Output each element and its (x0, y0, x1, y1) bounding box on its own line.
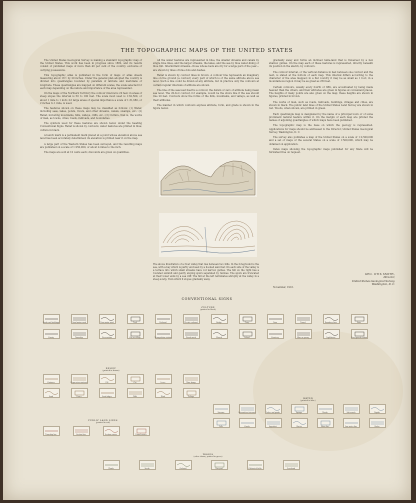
paragraph: The features shown on these maps may be classified as follows: (1) Water, including seas, lakes, ponds, rivers, and other streams, canals, swamps, etc.; (2) Relief, including mountains, hills, valleys, cliffs, etc.; (3) Culture, that is, the works of man, as towns, cities, roads, railroads, and boundaries. (40, 107, 142, 120)
sign-label-water: Lakes and ponds (266, 413, 280, 414)
page-title: THE TOPOGRAPHIC MAPS OF THE UNITED STATES (120, 48, 294, 54)
sign-label-public_land: Found corner (135, 435, 147, 436)
sign-label-public_land: Section corner (105, 435, 117, 436)
sign-label-culture: Roads and buildings (42, 323, 60, 324)
sign-label-water: Intermittent streams (238, 413, 256, 414)
map-sheet (3, 1, 411, 500)
figure-caption: The above illustration of a river valley that lies between two hills. In the foreground is the sea, with a bay which is partly enclosed by a hooked sand bar. On each side of the valley is a terrace into which small streams have cut narrow gullies. The hill on the right has a rounded summit and gently sloping spurs separated by ravines. The spurs are truncated at their lower ends by a sea cliff. The hill at the left terminates abruptly at the valley in a steep scarp, from which it slopes gradually away. (153, 263, 259, 281)
middle-text-column (153, 59, 259, 113)
sign-label-culture: School (244, 338, 250, 339)
sign-label-water: Springs (295, 413, 303, 414)
sign-label-water: Rocks (374, 427, 380, 428)
sign-label-culture: Triangulation station (154, 338, 172, 339)
sign-label-culture: Boundary lines (324, 323, 338, 324)
section-woods-label: WOODS (202, 453, 214, 456)
sign-label-relief: Wash (160, 397, 166, 398)
sign-label-woods: Grassland (286, 469, 296, 470)
sign-label-culture: Trail (133, 323, 137, 324)
sign-label-water: Aqueduct (269, 427, 277, 428)
director-title: Director, (383, 276, 395, 280)
paragraph: gradually away and forms an inclined table-land that is traversed by a few shallow gullies. On the map each of these features is represented, directly beneath its position in the sketch, by contours. (269, 59, 373, 69)
paragraph: Relief is shown by contour lines in brown. A contour line represents an imaginary line on the ground (a contour) every part of which is of the same altitude above sea level. Such a line could be drawn at any altitude, but in practice only the contours at certain regular intervals of altitude are shown. (153, 74, 259, 87)
sign-label-relief: Mine dump (186, 383, 196, 384)
section-water-sub: (printed in blue) (300, 400, 316, 402)
paragraph: A large part of the Western States has been surveyed, and the resulting maps are published on a scale of 1:250,000, or about 4 miles to the inch. (40, 142, 142, 149)
sign-label-water: Glacier (296, 427, 302, 428)
sign-label-culture: State (356, 323, 362, 324)
sign-label-culture: Bench mark (186, 338, 196, 339)
section-public-land-sub: (printed in red) (95, 422, 111, 424)
sign-label-woods: Woods (108, 469, 114, 470)
sign-label-culture: Dam (273, 323, 277, 324)
sign-label-culture: Good motor road (72, 323, 86, 324)
sign-label-culture: Lighthouse (326, 338, 336, 339)
section-relief-label: RELIEF (105, 367, 117, 370)
sign-label-relief: Fill (105, 383, 109, 384)
signature-block (303, 273, 395, 287)
sign-label-woods: Scrub (144, 469, 150, 470)
conventional-signs-title: CONVENTIONAL SIGNS (181, 297, 233, 301)
section-public-land-label: PUBLIC LAND LINES (88, 419, 118, 422)
signature-place: Washington, D. C. (371, 283, 395, 287)
paragraph: The United States Geological Survey is making a standard topographic map of the United States. This work has been in progress since 1882, and its results consist of published maps of more than 40 per cent of the country, exclusive of outlying possessions. (40, 59, 142, 72)
section-water-label: WATER (303, 397, 313, 400)
contour-map-drawing (159, 213, 257, 257)
sign-label-relief: Sand ridges (102, 397, 112, 398)
contour-map-figure (159, 213, 257, 257)
sign-label-water: Salt marsh (346, 413, 356, 414)
paragraph: A bench mark is a permanent mark placed at a point whose elevation above sea level has been accurately determined; its elevation is printed near it on the map. (40, 134, 142, 141)
sign-label-relief: Sand (48, 397, 54, 398)
director-name: GEO. OTIS SMITH, (364, 273, 395, 276)
sign-label-culture: Coast guard station (351, 338, 367, 339)
section-culture-sub: (printed in black) (200, 309, 216, 311)
paragraph: The symbols used for these features are shown below under the heading Conventional Signs. Relief is shown by contours; water features are printed in blue; culture in black. (40, 122, 142, 132)
section-woods-sub: (when shown, printed in green) (193, 456, 223, 458)
sign-label-culture: Reservation (102, 338, 112, 339)
sign-label-water: Rapids (374, 413, 380, 414)
sign-label-culture: Township (75, 338, 83, 339)
paragraph: The contour interval, or the vertical distance in feet between one contour and the next, is stated at the bottom of each map. This interval differs according to the character of the area mapped; in a flat country it may be as small as 1 foot; in a mountainous region it may be as great as 250 feet. (269, 70, 373, 84)
paragraph: The works of man, such as roads, railroads, buildings, villages and cities, are shown in black. The public land lines of the United States Land Survey are shown in red. Woods, when shown, are printed in green. (269, 100, 373, 111)
sign-label-culture: Railroad (159, 323, 167, 324)
sign-label-culture: Church (216, 338, 222, 339)
sign-label-water: Low water line (344, 427, 358, 428)
sign-label-relief: Levee (160, 383, 166, 384)
paragraph: The survey also publishes a map of the United States on a scale of 1:2,500,000 and a set of maps of the several States on a scale of 1:500,000, which may be obtained on application. (269, 136, 373, 146)
sign-label-culture: County (48, 338, 54, 339)
sign-label-water: Marsh (322, 413, 328, 414)
sign-label-culture: Cemetery (271, 338, 279, 339)
section-culture-label: CULTURE (201, 306, 215, 309)
sign-label-water: Canals (244, 427, 250, 428)
paragraph: The maps are sold at 10 cents each; discounts are given on quantities. (44, 151, 130, 155)
sign-label-woods: Cultivated fields (248, 469, 262, 470)
left-text-column (40, 59, 142, 157)
sign-label-relief: Contours (47, 383, 55, 384)
paragraph: The topographic map is the base on which the geology is represented. Applications for maps should be addressed to the Director, United States Geological Survey, Washington, D. C. (269, 124, 373, 134)
paragraph: This topographic atlas is published in the form of maps or atlas sheets measuring about 16½ by 20 inches. Under the general plan adopted the country is divided into quadrangles bounded by parallels of latitude and meridians of longitude. These quadrangles are mapped on different scales, the scale selected for each map depending on the nature and importance of the area represented. (40, 74, 142, 90)
section-relief-sub: (printed in brown) (102, 370, 120, 372)
sign-label-water: Streams (217, 413, 225, 414)
sign-label-woods: Orchard (179, 469, 187, 470)
sign-label-water: Falls (219, 427, 223, 428)
paragraph: Each quadrangle map is designated by the name of a principal town or of some prominent natural feature within it. On the margin of each map are printed the names of adjoining quadrangles of which maps have been published. (269, 112, 373, 122)
paragraph: The line of the seacoast itself is a contour, the datum or zero of altitude being mean sea level. The 20-foot contour, for example, would be the shore line if the sea should rise 20 feet. Contours show the forms of the hills, mountains, and valleys, as well as their altitudes. (153, 89, 259, 102)
sign-label-public_land: Township line (45, 435, 57, 436)
paper-stain (253, 331, 403, 451)
sign-label-culture: Poor motor road (100, 323, 114, 324)
right-text-column (269, 59, 373, 157)
sign-label-public_land: Section line (76, 435, 86, 436)
sign-label-culture: Tunnel (300, 323, 306, 324)
sign-label-culture: City or village (129, 338, 141, 339)
paragraph: The manner in which contours express altitude, form, and grade is shown in the figure below. (153, 104, 259, 111)
paragraph: All the water features are represented in blue, the smaller streams and canals by single blue lines, and the larger streams, the lakes, and the sea by blue water-lining or blue tint. Intermittent streams—those whose beds are dry for a large part of the year—are shown by lines of blue dots and dashes. (153, 59, 259, 72)
paragraph: Index maps showing the topographic maps published for any State will be furnished free on request. (269, 147, 373, 155)
sign-label-relief: Dunes (76, 397, 82, 398)
sign-label-relief: Cliffs (132, 397, 138, 398)
sign-label-woods: Vineyard (215, 469, 223, 470)
paragraph: On the maps of the Northern Territory the contour interval is 20 feet; in areas of steep slopes the interval is 50 to 100 feet. The scale most used is 1:62,500, or about 1 mile to 1 inch; for large areas of special importance a scale of 1:31,680, or 2 inches to 1 mile, is used. (40, 92, 142, 105)
landscape-sketch (159, 151, 257, 197)
sign-label-culture: Mine or quarry (296, 338, 310, 339)
sign-label-culture: Ferry (244, 323, 250, 324)
landscape-sketch-drawing (159, 151, 257, 197)
institution-name: United States Geological Survey, (351, 279, 395, 283)
sign-label-relief: Tailings (187, 397, 195, 398)
paragraph: Certain contours, usually every fourth or fifth, are accentuated by being made heavier than the others, and their altitudes are given in figures at convenient places. The heights of many points are also given on the map; these heights are shown in figures, printed in brown. (269, 85, 373, 99)
sign-label-culture: Bridge (216, 323, 222, 324)
sign-label-water: Shore line (320, 427, 330, 428)
sign-label-culture: Electric railroad (184, 323, 198, 324)
sign-label-relief: Cut (133, 383, 137, 384)
publication-date: November, 1916. (273, 286, 294, 289)
sign-label-relief: Depression contours (70, 383, 88, 384)
